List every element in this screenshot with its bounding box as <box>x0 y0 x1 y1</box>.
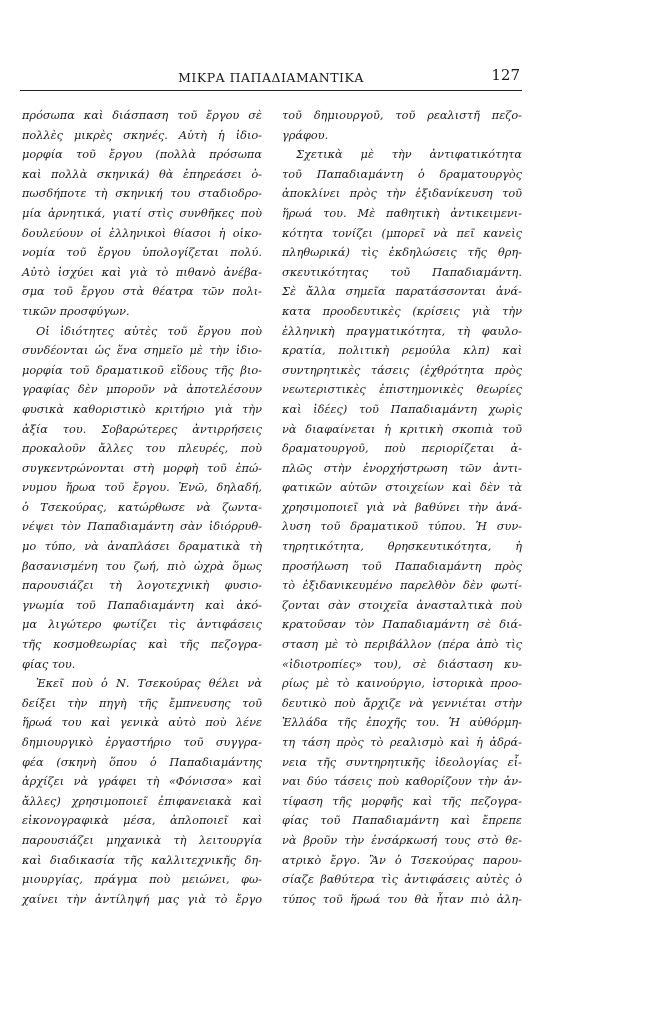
text-line: φυσικὰ καθοριστικὸ κριτήριο γιὰ τὴν <box>22 402 262 416</box>
text-line: γραφίας δὲν μποροῦν νὰ ἀποτελέσουν <box>22 383 262 397</box>
text-line: ὁ Τσεκούρας, κατώρθωσε νὰ ζωντα- <box>22 500 262 514</box>
left-text-column <box>22 106 262 909</box>
text-line: δευτικὸ ποὺ ἄρχιζε νὰ γεννιέται στὴν <box>282 696 522 710</box>
text-line: νεια τῆς συντηρητικῆς ἰδεολογίας εἶ- <box>282 755 522 769</box>
text-line: σκευτικότητας τοῦ Παπαδιαμάντη. <box>282 265 522 279</box>
text-line: γράφου. <box>282 128 329 142</box>
text-line: Ἐκεῖ ποὺ ὁ Ν. Τσεκούρας θέλει νὰ <box>36 677 262 691</box>
text-line: ἑλληνικὴ πραγματικότητα, τὴ φαυλο- <box>282 324 522 338</box>
text-line: σμα τοῦ ἔργου στὰ θέατρα τῶν πολι- <box>22 285 262 299</box>
text-line: φίας του. <box>22 657 76 671</box>
text-line: νομία τοῦ ἔργου ὑπολογίζεται πολύ. <box>22 246 262 260</box>
text-line: συνδέονται ὡς ἕνα σημεῖο μὲ τὴν ἰδιο- <box>22 344 262 358</box>
text-line: μο τύπο, νὰ ἀναπλάσει δραματικὰ τὴ <box>22 540 262 554</box>
text-line: εἰκονογραφικὰ μέσα, ἁπλοποιεῖ καὶ <box>22 814 262 828</box>
text-line: ατρικὸ ἔργο. Ἂν ὁ Τσεκούρας παρου- <box>282 853 522 867</box>
text-line: πρόσωπα καὶ διάσπαση τοῦ ἔργου σὲ <box>22 109 262 122</box>
text-line: κότητα τονίζει (μπορεῖ νὰ πεῖ κανεὶς <box>282 226 522 240</box>
text-line: δραματουργοῦ, ποὺ περιορίζεται ἁ- <box>282 442 522 456</box>
text-line: ἥρωά του. Μὲ παθητικὴ ἀντικειμενι- <box>282 206 522 220</box>
text-line: ἀρχίζει νὰ γράφει τὴ «Φόνισσα» καὶ <box>22 775 262 789</box>
text-line: καὶ ἰδέες) τοῦ Παπαδιαμάντη χωρὶς <box>282 402 522 416</box>
running-title: ΜΙΚΡΑ ΠΑΠΑΔΙΑΜΑΝΤΙΚΑ <box>178 70 364 85</box>
text-line: τῆς κοσμοθεωρίας καὶ τῆς πεζογρα- <box>22 638 262 652</box>
text-line: Σὲ ἄλλα σημεῖα παρατάσσονται ἀνά- <box>282 285 522 299</box>
text-line: τοῦ Παπαδιαμάντη ὁ δραματουργὸς <box>282 167 522 181</box>
text-line: τύπος τοῦ ἥρωά του θὰ ἦταν πιὸ ἀλη- <box>282 892 522 906</box>
text-line: δείξει τὴν πηγὴ τῆς ἔμπνευσης τοῦ <box>22 696 262 710</box>
text-line: νέψει τὸν Παπαδιαμάντη σὰν ἰδιόρρυθ- <box>22 520 262 534</box>
text-line: τοῦ δημιουργοῦ, τοῦ ρεαλιστῆ πεζο- <box>282 109 522 122</box>
text-line: πληθωρικά) τὶς ἐκδηλώσεις τῆς θρη- <box>282 246 522 260</box>
page-header <box>20 64 522 91</box>
text-line: ζονται σὰν στοιχεῖα ἀνασταλτικὰ ποὺ <box>282 598 522 612</box>
text-line: συγκεντρώνονται στὴ μορφὴ τοῦ ἐπώ- <box>22 461 262 475</box>
text-line: Σχετικὰ μὲ τὴν ἀντιφατικότητα <box>296 148 522 162</box>
text-line: «ἰδιοτροπίες» του), σὲ διάσταση κυ- <box>282 657 522 671</box>
text-line: κρατοῦσαν τὸν Παπαδιαμάντη σὲ διά- <box>282 618 522 632</box>
text-line: μιουργίας, πράγμα ποὺ μειώνει, φω- <box>22 873 262 887</box>
text-line: ρίως μὲ τὸ καινούργιο, ἱστορικὰ προο- <box>282 677 522 691</box>
text-line: πολλὲς μικρὲς σκηνές. Αὐτὴ ἡ ἰδιο- <box>22 128 262 142</box>
text-line: λυση τοῦ δραματικοῦ τύπου. Ἡ συν- <box>282 520 522 534</box>
text-line: τὸ ἐξιδανικευμένο παρελθὸν δὲν φωτί- <box>282 579 522 593</box>
text-line: τηρητικότητα, θρησκευτικότητα, ἡ <box>282 540 522 554</box>
text-line: πωσδήποτε τὴ σκηνική του σταδιοδρο- <box>22 187 262 201</box>
text-line: πλῶς στὴν ἐνορχήστρωση τῶν ἀντι- <box>282 461 522 475</box>
text-line: νυμου ἥρωα τοῦ ἔργου. Ἐνῶ, δηλαδή, <box>22 481 262 495</box>
text-line: παρουσιάζει μηχανικὰ τὴ λειτουργία <box>22 833 262 847</box>
text-line: παρουσιάζει τὴ λογοτεχνικὴ φυσιο- <box>22 579 262 593</box>
text-line: δουλεύουν οἱ ἑλληνικοὶ θίασοι ἡ οἰκο- <box>22 226 262 240</box>
text-line: καὶ διαδικασία τῆς καλλιτεχνικῆς δη- <box>22 853 262 867</box>
text-line: βασανισμένη του ζωή, πιὸ ὠχρὰ ὅμως <box>22 559 262 573</box>
text-line: φατικῶν αὐτῶν στοιχείων καὶ δὲν τὰ <box>282 481 522 495</box>
text-line: ἀξία του. Σοβαρώτερες ἀντιρρήσεις <box>22 422 262 436</box>
text-line: προκαλοῦν ἄλλες του πλευρές, ποὺ <box>22 442 262 456</box>
text-line: κατα προοδευτικὲς (κρίσεις γιὰ τὴν <box>282 304 522 318</box>
text-line: δημιουργικὸ ἐργαστήριο τοῦ συγγρα- <box>22 736 262 749</box>
text-line: καὶ πολλὰ σκηνικά) θὰ ἐπηρεάσει ὁ- <box>22 167 262 181</box>
text-line: ἄλλες) χρησιμοποιεῖ ἐπιφανειακὰ καὶ <box>22 794 262 808</box>
page-number: 127 <box>491 66 520 84</box>
text-line: ἥρωά του καὶ γενικὰ αὐτὸ ποὺ λένε <box>22 716 262 730</box>
text-line: μα λιγώτερο φωτίζει τὶς ἀντιφάσεις <box>22 618 262 632</box>
text-line: σίαζε βαθύτερα τὶς ἀντιφάσεις αὐτὲς ὁ <box>282 873 522 887</box>
text-line: τικῶν προσφύγων. <box>22 304 130 318</box>
text-line: μορφία τοῦ ἔργου (πολλὰ πρόσωπα <box>22 148 262 162</box>
text-line: χρησιμοποιεῖ γιὰ νὰ βαθύνει τὴν ἀνά- <box>282 500 522 514</box>
text-line: Ἑλλάδα τῆς ἐποχῆς του. Ἡ αὐθόρμη- <box>282 716 522 730</box>
text-line: τίφαση τῆς μορφῆς καὶ τῆς πεζογρα- <box>282 794 522 808</box>
text-line: γνωμία τοῦ Παπαδιαμάντη καὶ ἀκό- <box>22 598 262 612</box>
right-text-column <box>282 106 522 909</box>
text-line: νεωτεριστικὲς ἐπιστημονικὲς θεωρίες <box>282 383 522 397</box>
text-line: σταση μὲ τὸ περιβάλλον (πέρα ἀπὸ τὶς <box>282 638 522 652</box>
text-line: μία ἀρνητικά, γιατί στὶς συνθῆκες ποὺ <box>22 206 262 220</box>
text-line: κρατία, πολιτικὴ ρεμούλα κλπ) καὶ <box>282 344 522 358</box>
text-line: χαίνει τὴν ἀντίληψή μας γιὰ τὸ ἔργο <box>22 892 262 906</box>
text-line: φέα (σκηνὴ ὅπου ὁ Παπαδιαμάντης <box>22 755 262 769</box>
text-line: Αὐτὸ ἰσχύει καὶ γιὰ τὸ πιθανὸ ἀνέβα- <box>22 265 262 279</box>
text-line: φίας τοῦ Παπαδιαμάντη καὶ ἔπρεπε <box>282 814 522 828</box>
text-line: ἀποκλίνει πρὸς τὴν ἐξιδανίκευση τοῦ <box>282 187 522 201</box>
text-line: συντηρητικὲς τάσεις (ἐχθρότητα πρὸς <box>282 363 522 377</box>
text-line: μορφία τοῦ δραματικοῦ εἴδους τῆς βιο- <box>22 363 262 377</box>
text-line: νὰ διαφαίνεται ἡ κριτικὴ σκοπιὰ τοῦ <box>282 422 522 436</box>
text-line: ναι δύο τάσεις ποὺ καθορίζουν τὴν ἀν- <box>282 775 522 789</box>
text-line: νὰ βροῦν τὴν ἐνσάρκωσή τους στὸ θε- <box>282 833 522 847</box>
text-line: Οἱ ἰδιότητες αὐτὲς τοῦ ἔργου ποὺ <box>36 324 262 338</box>
text-line: προσήλωση τοῦ Παπαδιαμάντη πρὸς <box>282 559 522 573</box>
text-line: τη τάση πρὸς τὸ ρεαλισμὸ καὶ ἡ ἀδρά- <box>282 736 522 749</box>
